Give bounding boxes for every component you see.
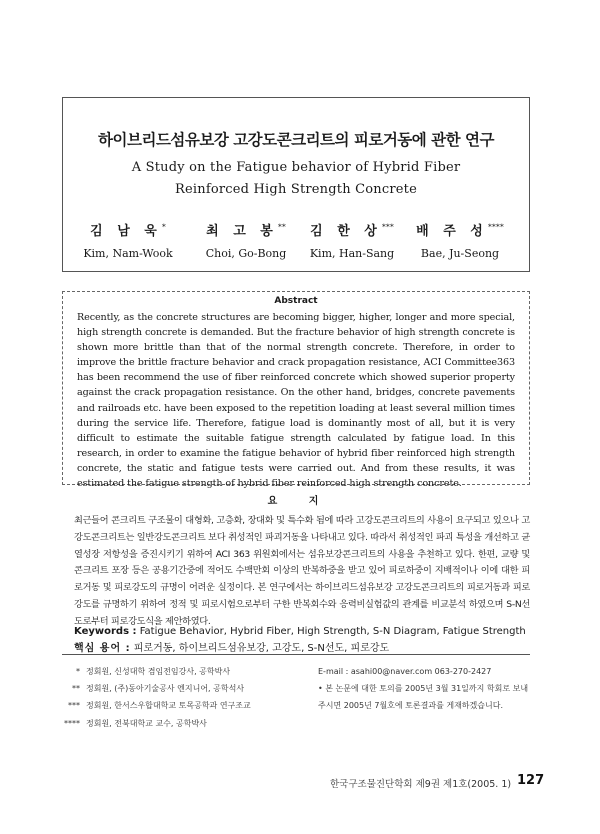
discussion-note-line2: 주시면 2005년 7월호에 토론결과를 게재하겠습니다. [318,701,503,711]
keywords-block [74,623,534,657]
author-1-name-en: Kim, Nam-Wook [83,247,173,260]
journal-citation: 한국구조물진단학회 제9권 제1호(2005. 1) [330,779,512,790]
title-korean: 하이브리드섬유보강 고강도콘크리트의 피로거동에 관한 연구 [98,131,494,149]
footnote-4-mark: **** [64,718,80,728]
footnote-3 [60,697,300,714]
author-2-name-en: Choi, Go-Bong [205,247,287,260]
contact-info [318,663,533,715]
page-number: 127 [517,773,545,788]
footnote-2-mark: ** [72,684,80,694]
keywords-value: Fatigue Behavior, Hybrid Fiber, High Strength, S-N Diagram, Fatigue Strength [139,626,526,637]
author-2 [191,220,301,260]
author-4-mark: **** [487,222,504,232]
title-english-line1: A Study on the Fatigue behavior of Hybrid Fiber [131,160,461,175]
author-4 [405,220,515,260]
footnote-1 [60,663,300,680]
title-english-line2: Reinforced High Strength Concrete [175,182,417,197]
abstract-heading: Abstract [274,296,318,306]
footnote-1-mark: * [76,667,80,676]
author-3 [297,220,407,260]
footnote-2-text: 정회원, (주)동아기술공사 엔지니어, 공학석사 [86,684,245,694]
footnote-3-text: 정회원, 한서스우합대학교 토목공학과 연구조교 [86,701,251,711]
author-3-mark: *** [381,222,394,232]
keywords-korean-value: 피로거동, 하이브리드섬유보강, 고강도, S-N선도, 피로강도 [133,643,390,654]
footnote-4 [60,715,300,732]
footnote-4-text: 정회원, 전북대학교 교수, 공학박사 [86,718,207,728]
author-3-name-ko: 김 한 상 [310,224,382,239]
abstract-box [62,291,530,490]
author-2-mark: ** [277,222,286,232]
author-3-name-en: Kim, Han-Sang [309,247,395,260]
author-affiliations [60,663,300,732]
author-4-name-ko: 배 주 성 [416,224,488,239]
abstract-text: Recently, as the concrete structures are becoming bigger, higher, longer and more special, high strength concrete is demanded. But the fracture behavior of high strength concrete is shown more brittle than that of the normal strength concrete. Therefore, in order to improve the brittle fracture behavior and crack propagation resistance, ACI Committee363 has been recommend the use of fiber reinforced concrete which showed superior property against the crack propagation resistance. On the other hand, bridges, concrete pavements and railroads etc. have been exposed to the repetition loading at least several million times during the service life. Therefore, fatigue load is dominantly most of all, but it is very difficult to estimate the suitable fatigue strength calculated by fatigue load. In this research, in order to examine the fatigue behavior of hybrid fiber reinforced high strength concrete, the static and fatigue tests were carried out. And from these results, it was estimated the fatigue strength of hybrid fiber reinforced high strength concrete. [77,312,515,490]
korean-summary-heading: 요 지 [267,496,333,507]
keywords-english [74,623,534,640]
keywords-korean-label: 핵심 용어 : [74,643,131,654]
korean-summary-text: 최근들어 콘크리트 구조물이 대형화, 고층화, 장대화 및 특수화 됨에 따라 고강도콘크리트의 사용이 요구되고 있으나 고강도콘크리트는 일반강도콘크리트 보다 취성적인 파괴거동을 나타내고 있다. 따라서 취성적인 파괴 특성을 개선하고 균열성장 저항성을 증진시키기 위하여 ACI 363 위원회에서는 섬유보강콘크리트의 사용을 추천하고 있다. 한편, 교량 및 콘크리트 포장 등은 공용기간중에 적어도 수백만회 이상의 반복하중을 받고 있어 피로하중이 지배적이나 이에 대한 피로거동 및 피로강도의 규명이 어려운 실정이다. 본 연구에서는 하이브리드섬유보강 고강도콘크리트의 피로거동과 피로강도를 규명하기 위하여 정적 및 피로시험으로부터 구한 반복회수와 응력비실험값의 관계를 비교분석 하였으며 S-N선도로부터 피로강도식을 제안하였다. [74,515,530,627]
author-1-name-ko: 김 남 욱 [90,224,162,239]
author-4-name-en: Bae, Ju-Seong [420,247,500,260]
author-2-name-ko: 최 고 봉 [206,224,278,239]
author-1 [73,220,183,260]
footnote-3-mark: *** [68,701,80,711]
contact-email: E-mail : asahi00@naver.com 063-270-2427 [318,667,492,676]
footnote-1-text: 정회원, 신성대학 겸임전임강사, 공학박사 [86,667,231,676]
footnote-2 [60,680,300,697]
title-box [62,97,530,272]
keywords-label: Keywords : [74,626,137,637]
footnote-divider [62,654,530,655]
discussion-note-line1: • 본 논문에 대한 토의를 2005년 3월 31일까지 학회로 보내 [318,684,529,694]
author-1-mark: * [161,222,166,232]
